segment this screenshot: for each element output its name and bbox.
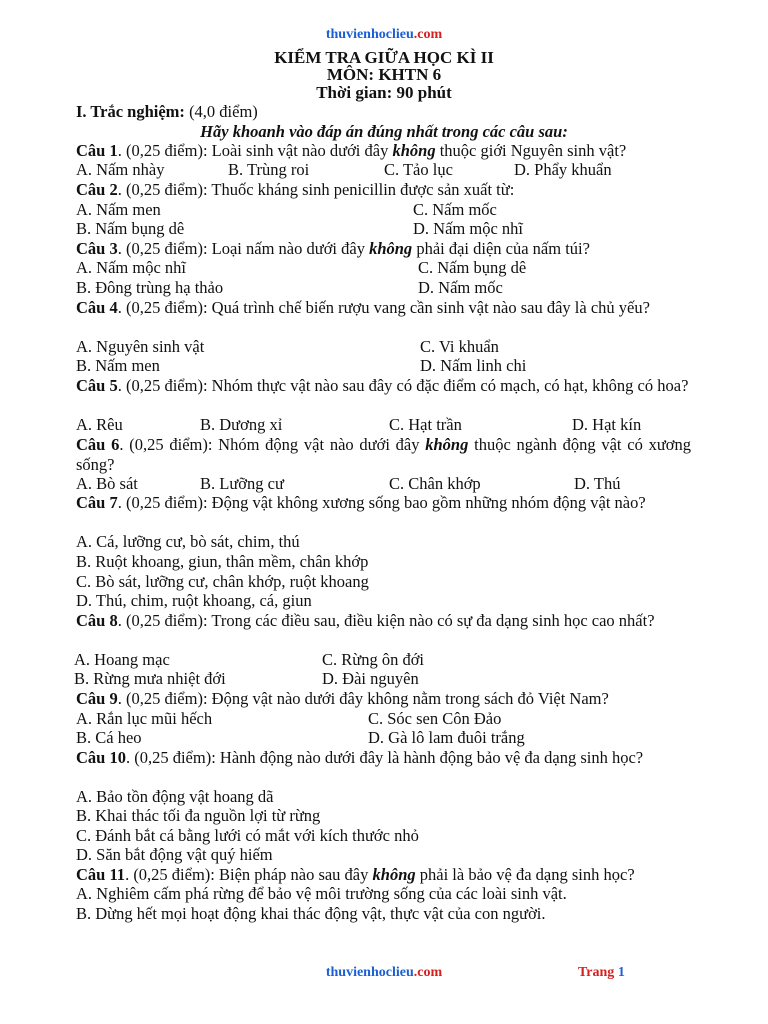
- options-q4-row1: [76, 337, 691, 357]
- option[interactable]: C. Nấm mốc: [413, 200, 497, 219]
- option[interactable]: A. Nấm mộc nhĩ: [76, 258, 186, 277]
- option[interactable]: D. Nấm mốc: [418, 278, 503, 297]
- option[interactable]: A. Bò sát: [76, 474, 138, 493]
- options-q8-row1: [76, 650, 691, 670]
- option[interactable]: A. Bảo tồn động vật hoang dã: [76, 787, 274, 806]
- option[interactable]: B. Ruột khoang, giun, thân mềm, chân khớp: [76, 552, 369, 571]
- site-name: thuvienhoclieu: [325, 965, 414, 980]
- option[interactable]: A. Hoang mạc: [74, 650, 170, 669]
- site-header: [0, 27, 768, 43]
- options-q9-row2: [76, 728, 691, 748]
- option[interactable]: C. Tảo lục: [384, 160, 453, 179]
- option[interactable]: B. Dừng hết mọi hoạt động khai thác động vật, thực vật của con người.: [76, 904, 546, 923]
- option[interactable]: A. Nấm men: [76, 200, 161, 219]
- site-name: thuvienhoclieu: [325, 27, 414, 42]
- option-q7-a: [76, 532, 691, 552]
- option[interactable]: A. Nấm nhày: [76, 160, 165, 179]
- options-q2-row1: [76, 200, 691, 220]
- instruction: Hãy khoanh vào đáp án đúng nhất trong các câu sau:: [200, 122, 568, 141]
- option[interactable]: D. Đài nguyên: [322, 669, 419, 688]
- question-2: Câu 2. (0,25 điểm): Thuốc kháng sinh penicillin được sản xuất từ:: [76, 180, 515, 199]
- option[interactable]: A. Rắn lục mũi hếch: [76, 709, 213, 728]
- option[interactable]: B. Lưỡng cư: [200, 474, 284, 493]
- option[interactable]: B. Rừng mưa nhiệt đới: [74, 669, 226, 688]
- page-label: Trang: [578, 965, 618, 980]
- site-domain: .com: [413, 27, 443, 42]
- question-5: Câu 5. (0,25 điểm): Nhóm thực vật nào sau đây có đặc điểm có mạch, có hạt, không có hoa?: [76, 376, 689, 395]
- options-q5: [76, 415, 691, 435]
- page-number: [578, 965, 625, 981]
- option[interactable]: B. Dương xỉ: [200, 415, 283, 434]
- exam-title: KIỂM TRA GIỮA HỌC KÌ II: [274, 48, 494, 67]
- option[interactable]: C. Nấm bụng dê: [418, 258, 527, 277]
- option-q10-c: [76, 826, 691, 846]
- options-q9-row1: [76, 709, 691, 729]
- option-q11-b: [76, 904, 691, 924]
- question-11: Câu 11. (0,25 điểm): Biện pháp nào sau đây không phải là bảo vệ đa dạng sinh học?: [76, 865, 635, 884]
- option[interactable]: B. Đông trùng hạ thảo: [76, 278, 224, 297]
- question-3: Câu 3. (0,25 điểm): Loại nấm nào dưới đây không phải đại diện của nấm túi?: [76, 239, 590, 258]
- exam-time: Thời gian: 90 phút: [316, 83, 452, 102]
- section-label: I. Trắc nghiệm:: [76, 102, 185, 121]
- options-q8-row2: [76, 669, 691, 689]
- question-4: Câu 4. (0,25 điểm): Quá trình chế biến rượu vang cần sinh vật nào sau đây là chủ yếu?: [76, 298, 650, 317]
- option[interactable]: A. Rêu: [76, 415, 123, 434]
- question-8: Câu 8. (0,25 điểm): Trong các điều sau, điều kiện nào có sự đa dạng sinh học cao nhất?: [76, 611, 655, 630]
- exam-subject: MÔN: KHTN 6: [326, 65, 442, 84]
- option-q7-d: [76, 591, 691, 611]
- question-7: Câu 7. (0,25 điểm): Động vật không xương sống bao gồm những nhóm động vật nào?: [76, 493, 646, 512]
- option[interactable]: C. Chân khớp: [389, 474, 481, 493]
- option[interactable]: C. Bò sát, lưỡng cư, chân khớp, ruột khoang: [76, 572, 369, 591]
- option[interactable]: A. Nguyên sinh vật: [76, 337, 205, 356]
- option[interactable]: C. Đánh bắt cá bằng lưới có mắt với kích thước nhỏ: [76, 826, 419, 845]
- option[interactable]: D. Hạt kín: [572, 415, 642, 434]
- site-footer: [0, 965, 768, 981]
- question-9: Câu 9. (0,25 điểm): Động vật nào dưới đây không nằm trong sách đỏ Việt Nam?: [76, 689, 609, 708]
- option[interactable]: C. Sóc sen Côn Đảo: [368, 709, 502, 728]
- option-q10-a: [76, 787, 691, 807]
- options-q3-row1: [76, 258, 691, 278]
- option-q10-b: [76, 806, 691, 826]
- option-q7-b: [76, 552, 691, 572]
- option[interactable]: A. Nghiêm cấm phá rừng để bảo vệ môi trường sống của các loài sinh vật.: [76, 884, 567, 903]
- option[interactable]: D. Thú, chim, ruột khoang, cá, giun: [76, 591, 312, 610]
- option[interactable]: B. Khai thác tối đa nguồn lợi từ rừng: [76, 806, 321, 825]
- option[interactable]: B. Cá heo: [76, 728, 142, 747]
- option[interactable]: D. Nấm mộc nhĩ: [413, 219, 523, 238]
- option[interactable]: D. Săn bắt động vật quý hiếm: [76, 845, 273, 864]
- options-q6: [76, 474, 691, 494]
- page-num: 1: [617, 965, 625, 980]
- question-1: Câu 1. (0,25 điểm): Loài sinh vật nào dưới đây không thuộc giới Nguyên sinh vật?: [76, 141, 627, 160]
- options-q1: [76, 160, 691, 180]
- option-q11-a: [76, 884, 691, 904]
- question-10: Câu 10. (0,25 điểm): Hành động nào dưới đây là hành động bảo vệ đa dạng sinh học?: [76, 748, 644, 767]
- section-points: (4,0 điểm): [184, 102, 258, 121]
- option[interactable]: B. Nấm bụng dê: [76, 219, 185, 238]
- option-q10-d: [76, 845, 691, 865]
- option[interactable]: D. Thú: [574, 474, 621, 493]
- options-q3-row2: [76, 278, 691, 298]
- option-q7-c: [76, 572, 691, 592]
- site-domain: .com: [413, 965, 443, 980]
- option[interactable]: D. Phẩy khuẩn: [514, 160, 612, 179]
- option[interactable]: D. Nấm linh chi: [420, 356, 527, 375]
- options-q2-row2: [76, 219, 691, 239]
- section-heading: [76, 102, 691, 122]
- option[interactable]: A. Cá, lưỡng cư, bò sát, chim, thú: [76, 532, 300, 551]
- option[interactable]: B. Nấm men: [76, 356, 160, 375]
- option[interactable]: C. Rừng ôn đới: [322, 650, 425, 669]
- options-q4-row2: [76, 356, 691, 376]
- option[interactable]: D. Gà lô lam đuôi trắng: [368, 728, 525, 747]
- option[interactable]: C. Hạt trần: [389, 415, 462, 434]
- option[interactable]: B. Trùng roi: [228, 160, 310, 179]
- option[interactable]: C. Vi khuẩn: [420, 337, 499, 356]
- question-6: Câu 6. (0,25 điểm): Nhóm động vật nào dưới đây không thuộc ngành động vật có xương sống?: [76, 435, 692, 474]
